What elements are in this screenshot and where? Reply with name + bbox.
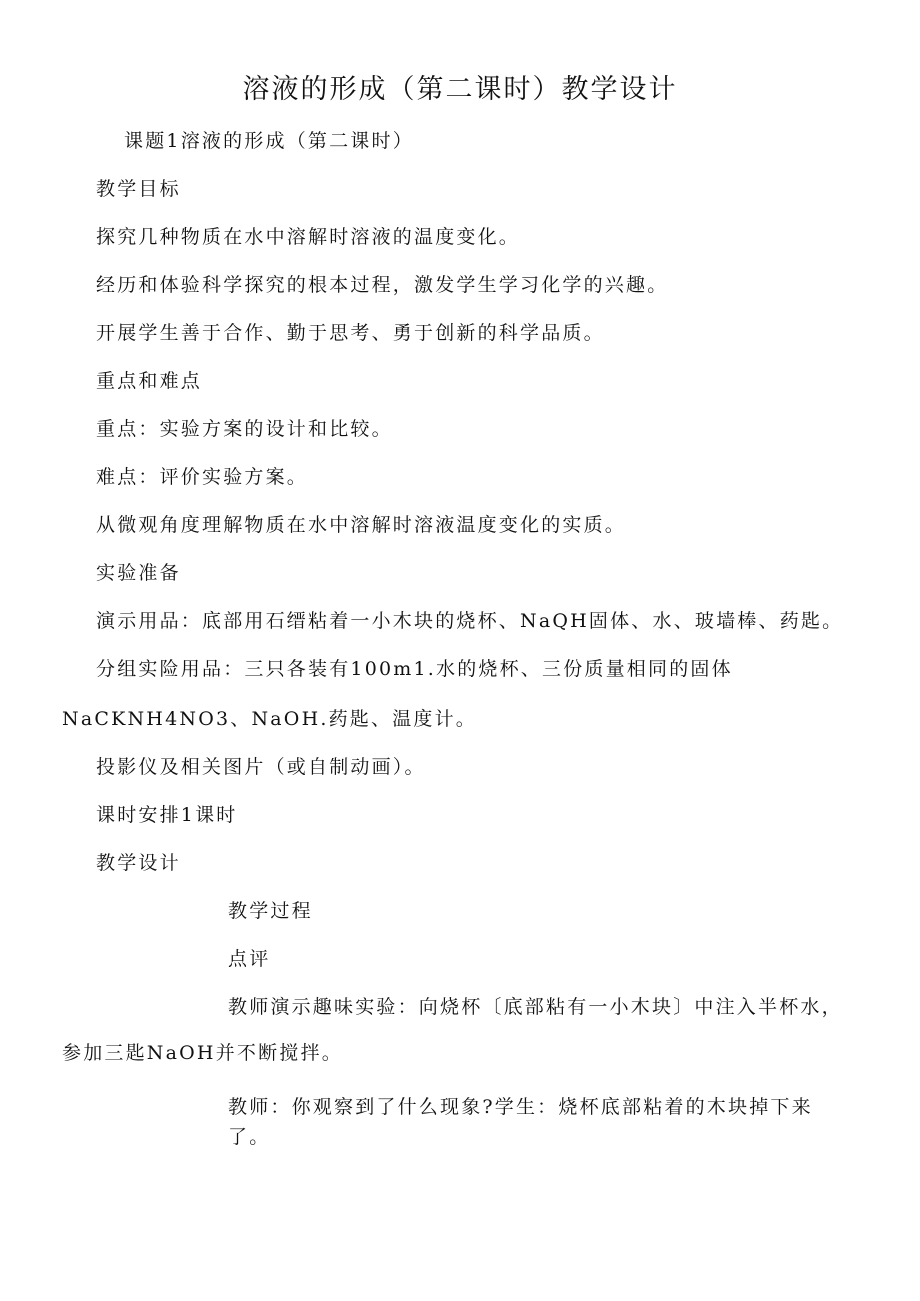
- document-title: 溶液的形成（第二课时）教学设计: [242, 74, 678, 105]
- heading-teaching-goals: 教学目标: [96, 178, 181, 200]
- projector-item: 投影仪及相关图片（或自制动画）。: [96, 756, 426, 778]
- heading-key-points: 重点和难点: [96, 370, 203, 392]
- goal-item-1: 探究几种物质在水中溶解时溶液的温度变化。: [96, 226, 521, 248]
- difficult-point: 难点：评价实验方案。: [96, 466, 309, 488]
- column-comment: 点评: [228, 948, 271, 970]
- group-materials: 分组实险用品：三只各装有100m1.水的烧杯、三份质量相同的固体: [96, 658, 733, 680]
- process-dialog-cont: 了。: [228, 1126, 271, 1148]
- group-materials-cont: NaCKNH4NO3、NaOH.药匙、温度计。: [62, 708, 477, 730]
- column-process: 教学过程: [228, 900, 313, 922]
- lesson-topic: 课题1溶液的形成（第二课时）: [124, 130, 414, 152]
- demo-materials: 演示用品：底部用石缙粘着一小木块的烧杯、NaQH固体、水、玻墙棒、药匙。: [96, 610, 844, 632]
- goal-item-3: 开展学生善于合作、勤于思考、勇于创新的科学品质。: [96, 322, 605, 344]
- process-demo: 教师演示趣味实验：向烧杯〔底部粘有一小木块〕中注入半杯水，: [228, 996, 843, 1018]
- schedule: 课时安排1课时: [96, 804, 238, 826]
- heading-teaching-design: 教学设计: [96, 852, 181, 874]
- goal-item-2: 经历和体验科学探究的根本过程，激发学生学习化学的兴趣。: [96, 274, 669, 296]
- heading-preparation: 实验准备: [96, 562, 181, 584]
- difficult-point-2: 从微观角度理解物质在水中溶解时溶液温度变化的实质。: [96, 514, 627, 536]
- process-demo-cont: 参加三匙NaOH并不断搅拌。: [62, 1042, 343, 1064]
- process-dialog: 教师：你观察到了什么现象?学生：烧杯底部粘着的木块掉下来: [228, 1096, 813, 1118]
- key-point: 重点：实验方案的设计和比较。: [96, 418, 393, 440]
